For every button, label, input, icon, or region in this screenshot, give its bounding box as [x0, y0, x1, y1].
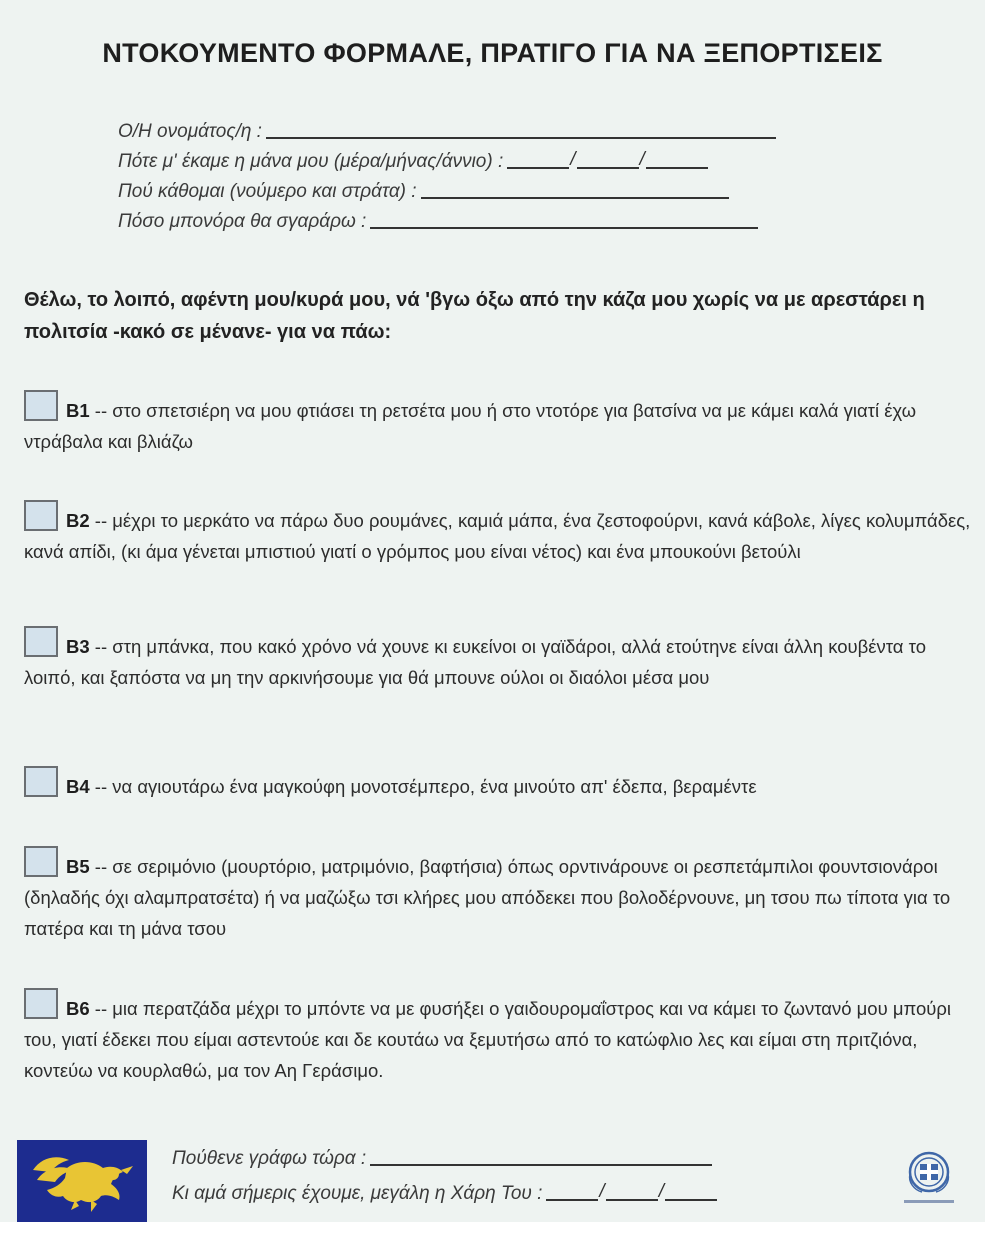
signature-details	[172, 1138, 852, 1208]
birthdate-input[interactable]	[507, 149, 708, 169]
option-code: B6	[66, 998, 90, 1019]
option-text: -- σε σεριμόνιο (μουρτόριο, ματριμόνιο, βαφτήσια) όπως ορντινάρουνε οι ρεσπετάμπιλοι φουντσιονάροι (δηλαδής όχι αλαμπρατσέτα) ή να μαζώξω τσι κλήρες μου απόδεκει που βολοδέρνουνε, μη τσου πω τίποτα για το πατέρα και τη μάνα τσου	[24, 856, 951, 939]
option-b1	[24, 390, 974, 457]
address-field-label: Πού κάθομαι (νούμερο και στράτα) :	[118, 181, 417, 202]
option-text: -- στη μπάνκα, που κακό χρόνο νά χουνε κι ευκείνοι οι γαϊδάροι, αλλά ετούτηνε είναι άλλη κουβέντα το λοιπό, και ξαπόστα να μη την αρκινήσουμε για θά μπουνε ούλοι οι διαόλοι μέσα μου	[24, 636, 926, 688]
option-b4	[24, 766, 974, 802]
date-separator: /	[570, 149, 576, 170]
birthdate-field-row	[118, 146, 838, 173]
birthdate-year-line[interactable]	[646, 149, 708, 169]
name-input-line[interactable]	[266, 119, 776, 139]
date-field-row	[172, 1173, 852, 1205]
date-separator: /	[639, 149, 645, 170]
intro-statement: Θέλω, το λοιπό, αφέντη μου/κυρά μου, νά 'βγω όξω από την κάζα μου χωρίς να με αρεστάρει η πολιτσία -κακό σε μένανε- για να πάω:	[24, 289, 925, 343]
option-code: B5	[66, 856, 90, 877]
name-field-label: Ο/Η ονομάτος/η :	[118, 121, 262, 142]
address-input-line[interactable]	[421, 179, 729, 199]
birthdate-month-line[interactable]	[577, 149, 639, 169]
duration-field-row	[118, 206, 838, 233]
option-text: -- στο σπετσιέρη να μου φτιάσει τη ρετσέτα μου ή στο ντοτόρε για βατσίνα να με κάμει καλά γιατί έχω ντράβαλα και βλιάζω	[24, 400, 917, 452]
date-year-line[interactable]	[665, 1181, 717, 1201]
place-field-label: Πούθενε γράφω τώρα :	[172, 1148, 367, 1169]
image-bottom-margin	[0, 1222, 995, 1246]
date-input[interactable]	[546, 1181, 717, 1201]
date-separator: /	[599, 1181, 605, 1202]
name-field-row	[118, 116, 838, 143]
option-b2	[24, 500, 974, 567]
option-code: B4	[66, 776, 90, 797]
option-code: B3	[66, 636, 90, 657]
option-b5-checkbox[interactable]	[24, 846, 58, 877]
date-separator: /	[658, 1181, 664, 1202]
option-text: -- να αγιουτάρω ένα μαγκούφη μονοτσέμπερο, ένα μινούτο απ' έδεπα, βεραμέντε	[94, 776, 757, 797]
option-b3	[24, 626, 974, 693]
option-b2-checkbox[interactable]	[24, 500, 58, 531]
birthdate-day-line[interactable]	[507, 149, 569, 169]
option-b5	[24, 846, 974, 944]
option-b4-checkbox[interactable]	[24, 766, 58, 797]
date-field-label: Κι αμά σήμερις έχουμε, μεγάλη η Χάρη Του :	[172, 1183, 543, 1204]
option-b6	[24, 988, 974, 1086]
date-day-line[interactable]	[546, 1181, 598, 1201]
date-month-line[interactable]	[606, 1181, 658, 1201]
option-text: -- μια περατζάδα μέχρι το μπόντε να με φυσήξει ο γαιδουρομαΐστρος και να κάμει το ζωντανό μου μπούρι του, γιατί έδεκει που είμαι αστεντούε και δε κουτάω να ξεμυτήσω από το κατώφλιο λες και είμαι στη πριτζιόνα, κοντεύω να κουρλαθώ, μα τον Αη Γεράσιμο.	[24, 998, 952, 1081]
personal-details	[118, 116, 838, 236]
greek-government-emblem-icon	[890, 1148, 968, 1208]
option-b1-checkbox[interactable]	[24, 390, 58, 421]
option-text: -- μέχρι το μερκάτο να πάρω δυο ρουμάνες, καμιά μάπα, ένα ζεστοφούρνι, κανά κάβολε, λίγες κολυμπάδες, κανά απίδι, (κι άμα γένεται μπιστιού γιατί ο γρόμπος μου είναι νέτος) και ένα μπουκούνι βετούλι	[24, 510, 971, 562]
option-code: B2	[66, 510, 90, 531]
address-field-row	[118, 176, 838, 203]
option-b6-checkbox[interactable]	[24, 988, 58, 1019]
duration-field-label: Πόσο μπονόρα θα σγαράρω :	[118, 211, 367, 232]
document-title: ΝΤΟΚΟΥΜΕΝΤΟ ΦΟΡΜΑΛΕ, ΠΡΑΤΙΓΟ ΓΙΑ ΝΑ ΞΕΠΟΡΤΙΣΕΙΣ	[102, 38, 883, 68]
option-code: B1	[66, 400, 90, 421]
place-input-line[interactable]	[370, 1146, 712, 1166]
duration-input-line[interactable]	[370, 209, 758, 229]
winged-lion-icon	[17, 1140, 147, 1222]
option-b3-checkbox[interactable]	[24, 626, 58, 657]
place-field-row	[172, 1138, 852, 1170]
birthdate-field-label: Πότε μ' έκαμε η μάνα μου (μέρα/μήνας/άννιο) :	[118, 151, 504, 172]
